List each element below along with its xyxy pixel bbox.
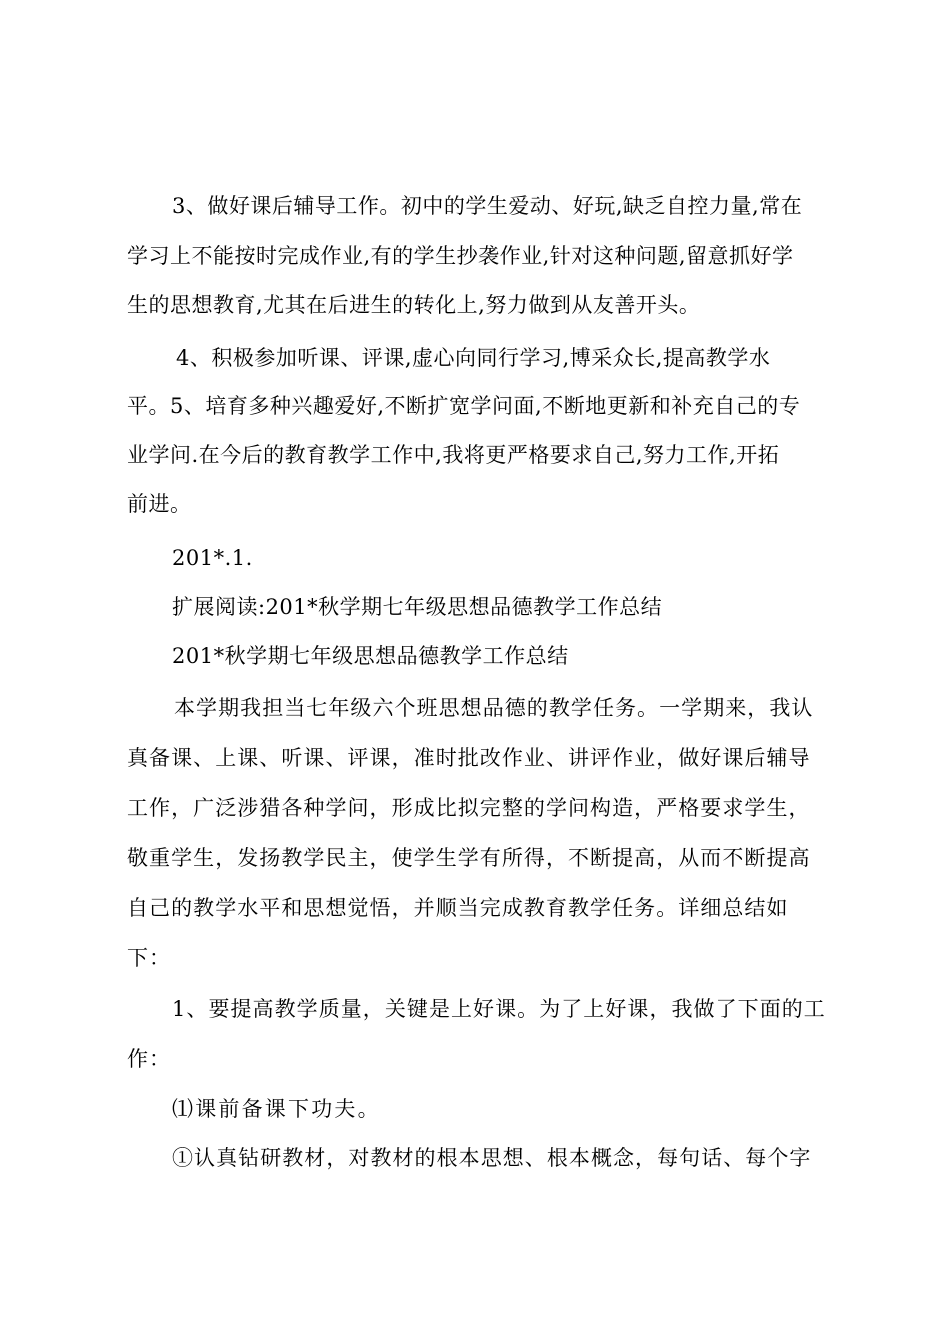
text-line: ①认真钻研教材，对教材的根本思想、根本概念，每句话、每个字 — [172, 1146, 812, 1170]
text-line: 平。5、培育多种兴趣爱好,不断扩宽学问面,不断地更新和补充自己的专 — [127, 394, 801, 418]
text-line: 3、做好课后辅导工作。初中的学生爱动、好玩,缺乏自控力量,常在 — [172, 194, 803, 218]
text-line: 自己的教学水平和思想觉悟，并顺当完成教育教学任务。详细总结如 — [127, 896, 789, 920]
text-line: ⑴课前备课下功夫。 — [172, 1097, 381, 1121]
text-line: 生的思想教育,尤其在后进生的转化上,努力做到从友善开头。 — [127, 293, 701, 317]
text-line: 工作，广泛涉猎各种学问，形成比拟完整的学问构造，严格要求学生， — [127, 796, 811, 820]
text-line: 本学期我担当七年级六个班思想品德的教学任务。一学期来，我认 — [174, 696, 814, 720]
text-line: 真备课、上课、听课、评课，准时批改作业、讲评作业，做好课后辅导 — [127, 746, 811, 770]
text-line: 学习上不能按时完成作业,有的学生抄袭作业,针对这种问题,留意抓好学 — [127, 244, 794, 268]
text-line: 作： — [127, 1047, 172, 1071]
text-line: 4、积极参加听课、评课,虚心向同行学习,博采众长,提高教学水 — [176, 346, 771, 370]
section-title: 201*秋学期七年级思想品德教学工作总结 — [172, 644, 569, 668]
text-line: 下： — [127, 946, 172, 970]
text-line: 业学问.在今后的教育教学工作中,我将更严格要求自己,努力工作,开拓 — [127, 443, 780, 467]
text-line: 前进。 — [127, 492, 192, 516]
text-line: 1、要提高教学质量，关键是上好课。为了上好课，我做了下面的工 — [172, 997, 826, 1021]
text-line: 敬重学生，发扬教学民主，使学生学有所得，不断提高，从而不断提高 — [127, 846, 811, 870]
date-line: 201*.1. — [172, 546, 253, 570]
extended-reading-line: 扩展阅读:201*秋学期七年级思想品德教学工作总结 — [172, 595, 663, 619]
